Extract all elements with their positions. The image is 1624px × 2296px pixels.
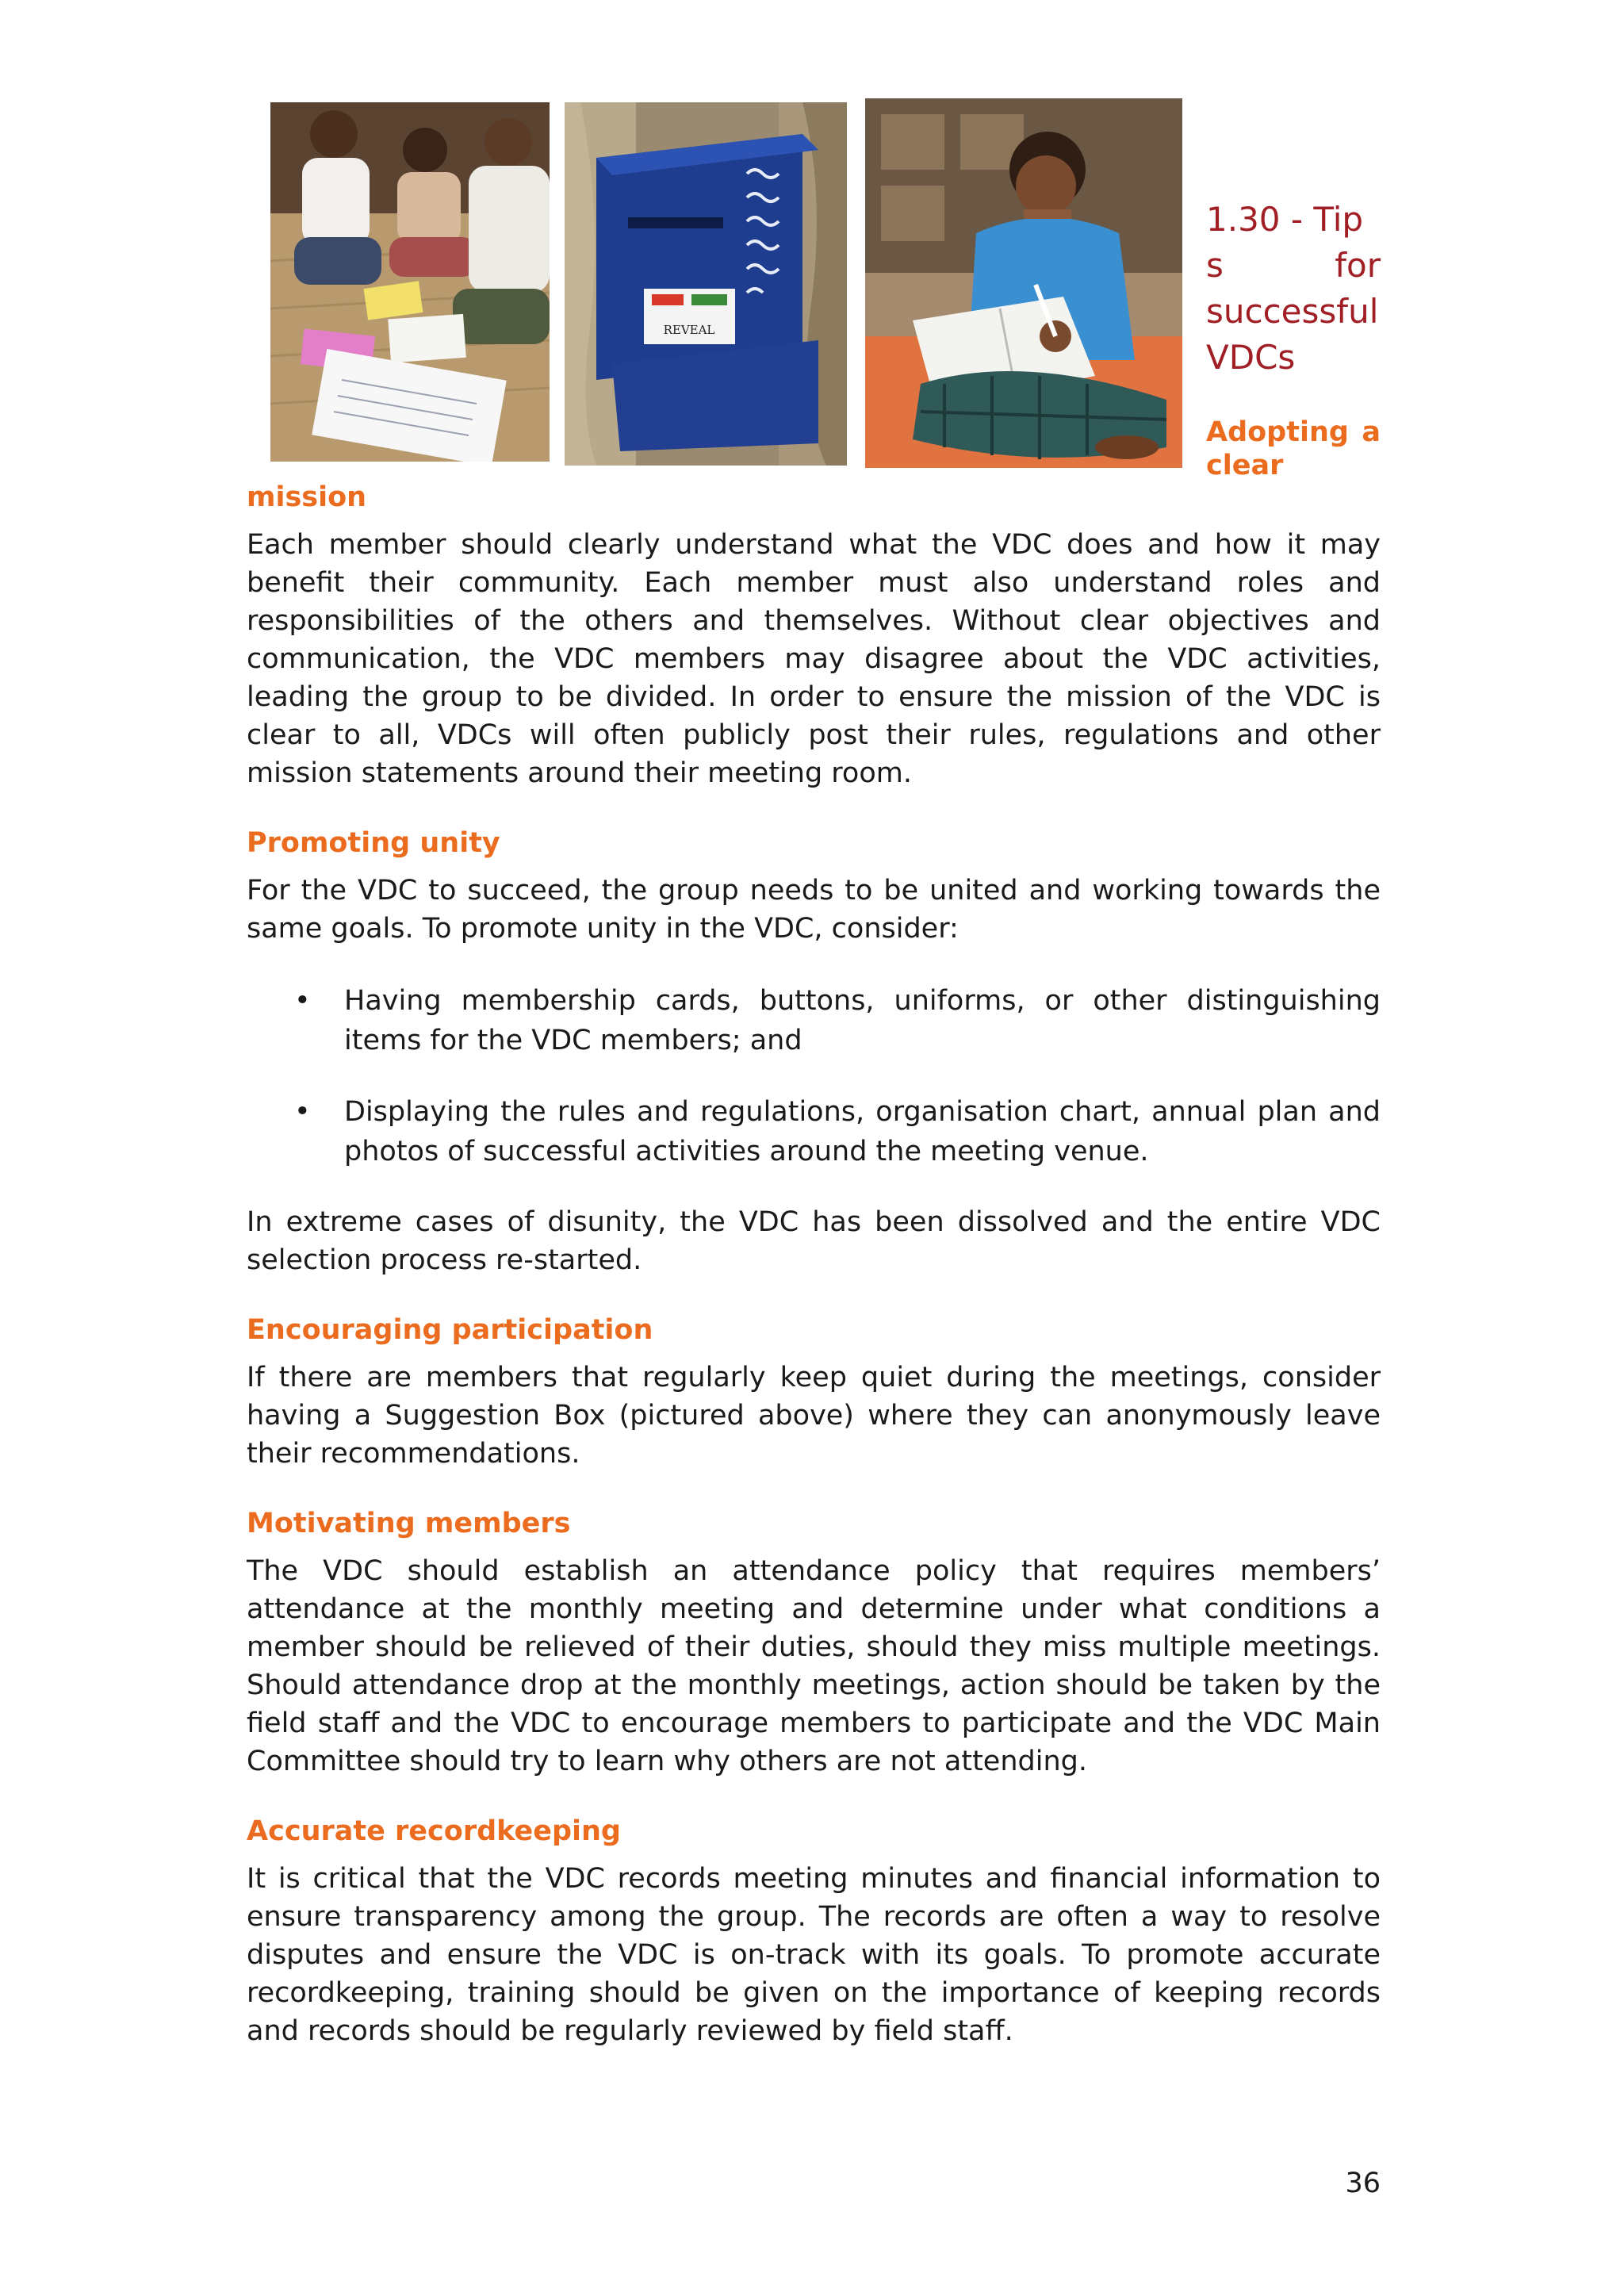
meeting-group-photo [270,102,550,462]
section-title-line: VDCs [1206,338,1296,377]
unity-heading: Promoting unity [247,827,500,859]
section-title [1206,197,1381,381]
list-item-text: Displaying the rules and regulations, organisation chart, annual plan and photos of successful activities around the meeting venue. [344,1096,1381,1167]
unity-intro: For the VDC to succeed, the group needs to be united and working towards the same goals. To promote unity in the VDC, consider: [247,875,1381,945]
unity-bullet-list [247,981,1381,1171]
recordkeeping-heading: Accurate recordkeeping [247,1815,621,1847]
bullet-icon: • [294,1096,311,1128]
bullet-icon: • [294,985,311,1017]
list-item [247,1092,1381,1171]
list-item-text: Having membership cards, buttons, uniforms, or other distinguishing items for the VDC members; and [344,985,1381,1056]
motivating-heading: Motivating members [247,1508,571,1539]
section-title-line [1206,243,1381,289]
mission-heading-word: Adopting [1206,416,1349,448]
participation-body: If there are members that regularly keep quiet during the meetings, consider having a Suggestion Box (pictured above) where they can anonymously leave their recommendations. [247,1362,1381,1470]
unity-outro: In extreme cases of disunity, the VDC has been dissolved and the entire VDC selection process re-started. [247,1206,1381,1276]
section-title-word: s [1206,246,1224,285]
box-sign-text: REVEAL [663,323,715,337]
man-writing-photo [865,98,1182,468]
main-content [247,480,1381,2050]
section-title-word: for [1335,246,1381,285]
page-number: 36 [1345,2168,1381,2199]
suggestion-box-photo [565,102,847,466]
mission-heading-word: a [1362,416,1381,448]
motivating-body: The VDC should establish an attendance policy that requires members’ attendance at the monthly meeting and determine under what conditions a member should be relieved of their duties, should they miss multiple meetings. Should attendance drop at the monthly meetings, action should be taken by the field staff and the VDC to encourage members to participate and the VDC Main Committee should try to learn why others are not attending. [247,1555,1381,1777]
mission-heading-word: clear [1206,450,1284,481]
mission-heading-end: mission [247,481,367,513]
participation-heading: Encouraging participation [247,1314,653,1346]
mission-heading-top [1206,416,1381,482]
list-item [247,981,1381,1060]
section-title-line: successful [1206,292,1379,331]
section-title-line: 1.30 - Tip [1206,200,1364,239]
mission-body: Each member should clearly understand what the VDC does and how it may benefit their community. Each member must also understand roles and responsibilities of the others and themselves. Without clear objectives and communication, the VDC members may disagree about the VDC activities, leading the group to be divided. In order to ensure the mission of the VDC is clear to all, VDCs will often publicly post their rules, regulations and other mission statements around their meeting room. [247,529,1381,789]
recordkeeping-body: It is critical that the VDC records meeting minutes and financial information to ensure transparency among the group. The records are often a way to resolve disputes and ensure the VDC is on-track with its goals. To promote accurate recordkeeping, training should be given on the importance of keeping records and records should be regularly reviewed by field staff. [247,1863,1381,2047]
